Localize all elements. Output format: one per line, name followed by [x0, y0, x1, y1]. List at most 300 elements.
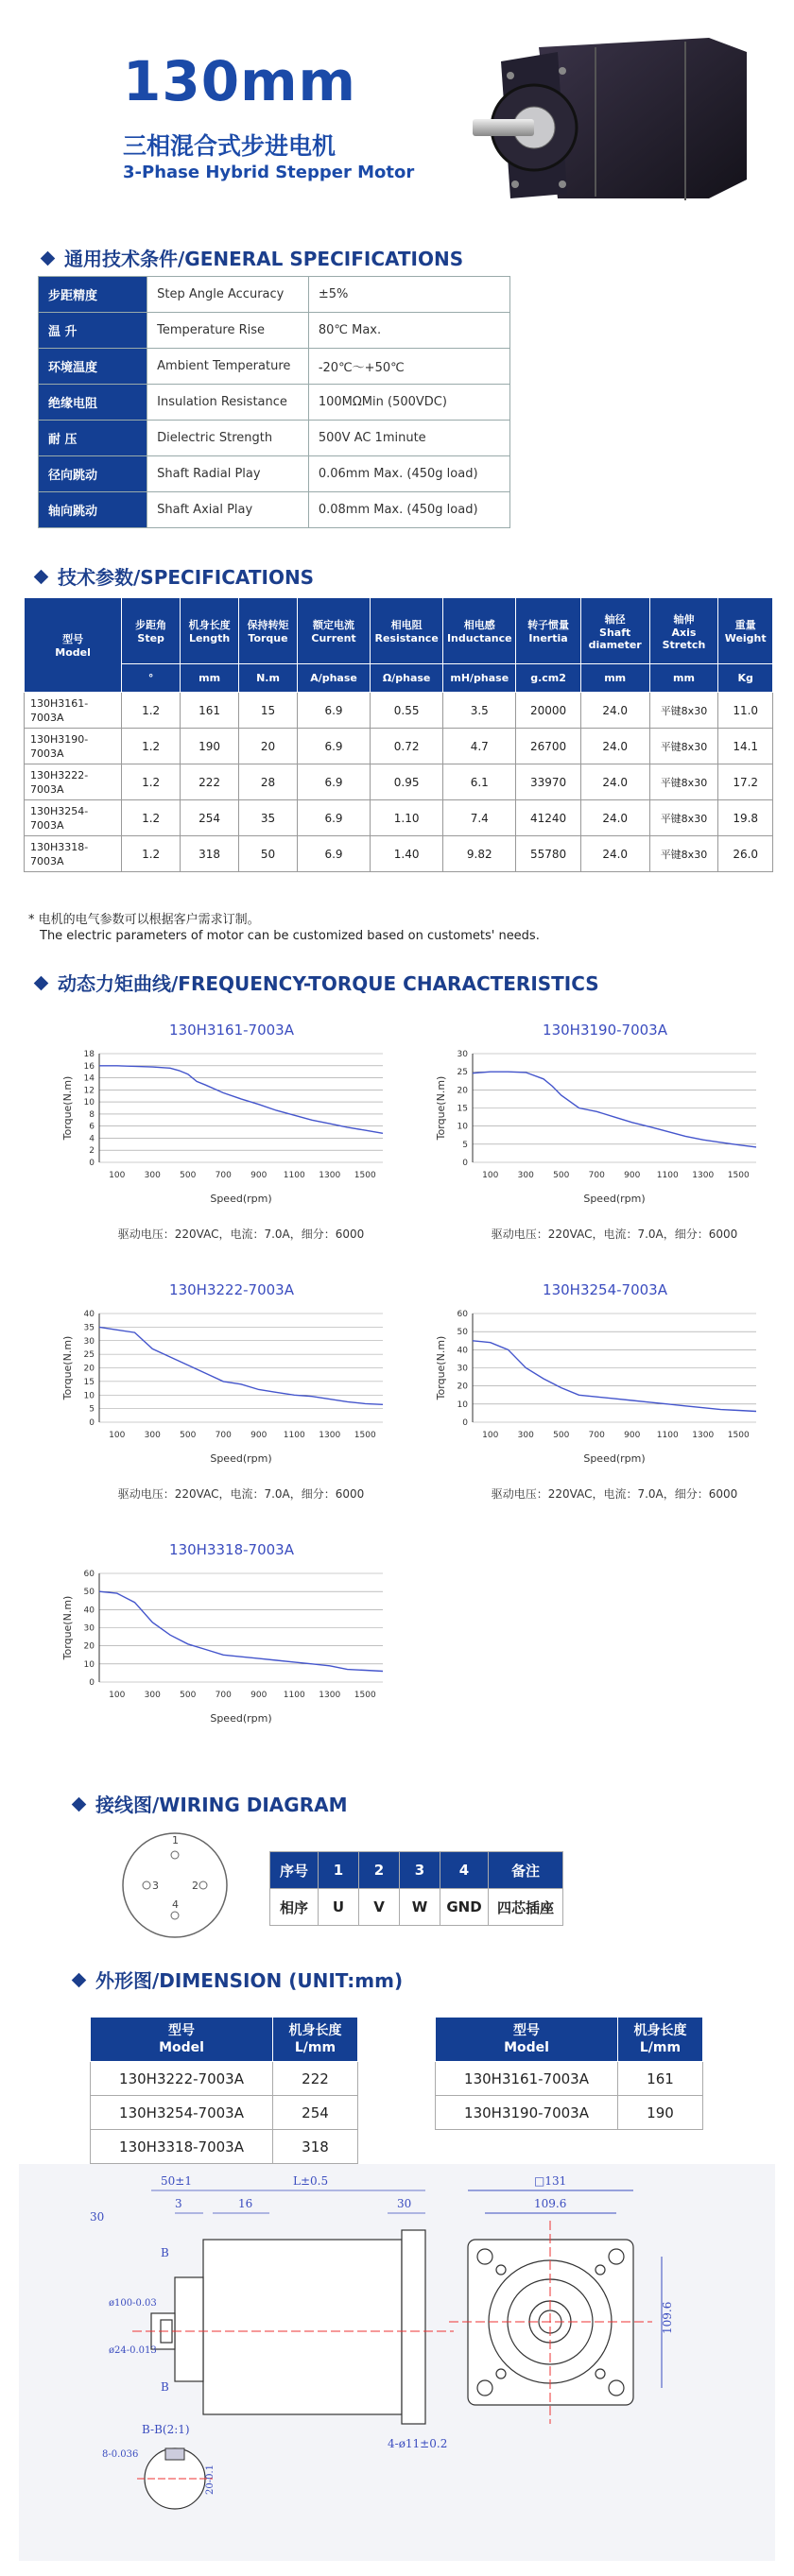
spec-row [25, 800, 773, 836]
length-cell: 190 [618, 2096, 703, 2130]
x-tick-label: 1100 [283, 1691, 305, 1700]
spec-name-en: Insulation Resistance [147, 385, 309, 421]
x-tick-label: 900 [250, 1431, 268, 1440]
y-tick-label: 50 [83, 1588, 95, 1598]
spec-name-cn: 轴向跳动 [39, 492, 147, 528]
y-axis-label: Torque(N.m) [435, 1075, 447, 1141]
y-tick-label: 25 [457, 1068, 468, 1078]
spec-value: -20℃～+50℃ [308, 349, 509, 385]
spec-header [580, 598, 649, 664]
spec-cell: 26.0 [718, 836, 773, 872]
dim-50: 50±1 [161, 2174, 192, 2188]
x-tick-label: 1300 [319, 1431, 341, 1440]
wiring-cell: 四芯插座 [489, 1889, 563, 1926]
y-tick-label: 20 [457, 1382, 468, 1392]
spec-header-cn: 转子惯量 [527, 619, 570, 631]
x-tick-label: 900 [250, 1691, 268, 1700]
spec-cell: 平键8x30 [649, 836, 718, 872]
x-tick-label: 500 [180, 1171, 197, 1180]
spec-header [25, 598, 122, 693]
x-tick-label: 100 [109, 1171, 126, 1180]
y-tick-label: 20 [83, 1641, 95, 1652]
wiring-header: 1 [319, 1852, 359, 1889]
spec-cell: 1.2 [122, 693, 181, 729]
y-tick-label: 35 [83, 1323, 95, 1333]
spec-cell: 6.9 [297, 729, 370, 764]
spec-header-en: Inductance [446, 632, 512, 644]
spec-cell: 24.0 [580, 836, 649, 872]
x-tick-label: 500 [553, 1171, 570, 1180]
spec-unit: mH/phase [443, 664, 516, 693]
spec-name-en: Temperature Rise [147, 313, 309, 349]
x-tick-label: 900 [624, 1431, 641, 1440]
torque-chart [61, 1022, 383, 1241]
spec-header-en: Step [137, 632, 164, 644]
spec-cell: 33970 [516, 764, 580, 800]
torque-charts [0, 1011, 794, 1739]
header-model-cn: 型号 [168, 2023, 195, 2038]
y-axis-label: Torque(N.m) [435, 1335, 447, 1400]
spec-header-en: Resistance [374, 632, 439, 644]
y-tick-label: 30 [83, 1336, 95, 1347]
spec-name-cn: 耐 压 [39, 421, 147, 456]
spec-header [122, 598, 181, 664]
model-cell: 130H3161-7003A [436, 2062, 618, 2096]
chart-title: 130H3254-7003A [543, 1281, 667, 1298]
x-tick-label: 1100 [283, 1431, 305, 1440]
header-length-cn: 机身长度 [633, 2023, 687, 2038]
pin-1-label: 1 [172, 1834, 179, 1846]
x-tick-label: 300 [517, 1431, 534, 1440]
wiring-header: 备注 [489, 1852, 563, 1889]
spec-cell: 9.82 [443, 836, 516, 872]
spec-header [371, 598, 443, 664]
spec-cell: 15 [239, 693, 298, 729]
dimension-table-left [90, 2017, 358, 2164]
torque-chart [61, 1541, 383, 1725]
spec-header-en: Torque [248, 632, 288, 644]
spec-cell: 1.2 [122, 836, 181, 872]
spec-header [649, 598, 718, 664]
wiring-header: 2 [359, 1852, 400, 1889]
spec-name-cn: 径向跳动 [39, 456, 147, 492]
dim-L: L±0.5 [293, 2174, 329, 2188]
dim-16: 16 [238, 2197, 253, 2210]
customization-note [28, 912, 540, 944]
section-heading: 技术参数/SPECIFICATIONS [58, 566, 315, 589]
x-tick-label: 500 [180, 1691, 197, 1700]
x-tick-label: 700 [215, 1431, 232, 1440]
general-spec-row [39, 456, 510, 492]
x-tick-label: 300 [144, 1431, 161, 1440]
pin-4-label: 4 [172, 1898, 179, 1911]
dim-key-depth: 20-0.1 [205, 2464, 216, 2495]
model-cell: 130H3190-7003A [436, 2096, 618, 2130]
spec-cell: 130H3190-7003A [25, 729, 122, 764]
spec-cell: 190 [181, 729, 239, 764]
length-cell: 222 [273, 2062, 358, 2096]
title-chinese: 三相混合式步进电机 [123, 132, 337, 160]
spec-name-en: Step Angle Accuracy [147, 277, 309, 313]
x-tick-label: 700 [588, 1431, 605, 1440]
spec-header-en: Axis Stretch [662, 626, 706, 651]
y-tick-label: 4 [89, 1134, 95, 1144]
length-cell: 318 [273, 2130, 358, 2164]
y-tick-label: 10 [457, 1122, 468, 1132]
y-tick-label: 15 [457, 1104, 468, 1114]
dimension-table-right [435, 2017, 703, 2130]
x-axis-label: Speed(rpm) [583, 1193, 646, 1205]
spec-header-cn: 额定电流 [313, 619, 355, 631]
y-tick-label: 0 [462, 1418, 468, 1428]
spec-unit: g.cm2 [516, 664, 580, 693]
spec-cell: 平键8x30 [649, 800, 718, 836]
spec-header-en: Weight [724, 632, 767, 644]
spec-header-cn: 机身长度 [188, 619, 231, 631]
spec-value: 0.08mm Max. (450g load) [308, 492, 509, 528]
spec-unit: mm [181, 664, 239, 693]
spec-unit: ° [122, 664, 181, 693]
x-tick-label: 100 [482, 1431, 499, 1440]
wiring-cell: GND [440, 1889, 489, 1926]
y-tick-label: 10 [83, 1391, 95, 1401]
note-chinese: * 电机的电气参数可以根据客户需求订制。 [28, 913, 260, 927]
y-tick-label: 2 [89, 1146, 95, 1157]
spec-cell: 0.72 [371, 729, 443, 764]
dimension-row [436, 2096, 703, 2130]
spec-header-cn: 型号 [62, 633, 84, 645]
y-tick-label: 10 [457, 1400, 468, 1410]
spec-cell: 6.1 [443, 764, 516, 800]
spec-unit: mm [649, 664, 718, 693]
spec-unit: Kg [718, 664, 773, 693]
x-tick-label: 100 [109, 1691, 126, 1700]
diamond-bullet-icon [34, 570, 49, 585]
spec-name-en: Shaft Axial Play [147, 492, 309, 528]
x-tick-label: 1300 [319, 1171, 341, 1180]
y-tick-label: 50 [457, 1328, 468, 1338]
spec-header-cn: 轴径 [604, 612, 626, 626]
spec-cell: 1.2 [122, 764, 181, 800]
x-tick-label: 100 [109, 1431, 126, 1440]
dim-24: ø24-0.013 [109, 2345, 157, 2356]
spec-row [25, 764, 773, 800]
section-mark-b-top: B [161, 2246, 169, 2259]
spec-cell: 20 [239, 729, 298, 764]
spec-header [239, 598, 298, 664]
y-tick-label: 60 [457, 1310, 468, 1319]
x-tick-label: 1100 [656, 1171, 679, 1180]
spec-row [25, 693, 773, 729]
spec-cell: 1.2 [122, 800, 181, 836]
y-tick-label: 25 [83, 1350, 95, 1361]
torque-chart [61, 1281, 383, 1501]
wiring-header: 序号 [270, 1852, 319, 1889]
spec-header-cn: 保持转矩 [247, 619, 289, 631]
x-tick-label: 700 [588, 1171, 605, 1180]
general-spec-row [39, 492, 510, 528]
y-tick-label: 20 [83, 1364, 95, 1374]
header-model-en: Model [504, 2040, 549, 2055]
spec-cell: 6.9 [297, 800, 370, 836]
section-heading: 动态力矩曲线/FREQUENCY-TORQUE CHARACTERISTICS [58, 972, 599, 995]
x-axis-label: Speed(rpm) [210, 1452, 272, 1465]
torque-chart [435, 1281, 756, 1501]
spec-cell: 6.9 [297, 764, 370, 800]
x-tick-label: 1500 [354, 1431, 376, 1440]
dim-key-width: 8-0.036 [102, 2449, 139, 2460]
spec-cell: 17.2 [718, 764, 773, 800]
x-tick-label: 1100 [656, 1431, 679, 1440]
spec-name-cn: 温 升 [39, 313, 147, 349]
x-axis-label: Speed(rpm) [210, 1193, 272, 1205]
spec-cell: 14.1 [718, 729, 773, 764]
spec-value: 500V AC 1minute [308, 421, 509, 456]
x-tick-label: 1300 [692, 1431, 715, 1440]
x-tick-label: 900 [250, 1171, 268, 1180]
wiring-cell: W [400, 1889, 440, 1926]
x-tick-label: 1500 [354, 1691, 376, 1700]
spec-name-en: Dielectric Strength [147, 421, 309, 456]
y-tick-label: 40 [457, 1346, 468, 1356]
y-tick-label: 12 [83, 1086, 95, 1096]
y-tick-label: 60 [83, 1570, 95, 1579]
general-spec-row [39, 313, 510, 349]
spec-cell: 1.10 [371, 800, 443, 836]
header-model-cn: 型号 [513, 2023, 540, 2038]
dimension-drawing [19, 2164, 775, 2561]
dim-3: 3 [175, 2197, 182, 2210]
spec-cell: 0.55 [371, 693, 443, 729]
motor-photo [463, 28, 766, 217]
spec-header-cn: 相电阻 [390, 619, 423, 631]
torque-series-line [99, 1591, 383, 1671]
dim-109-h: 109.6 [534, 2197, 567, 2210]
y-tick-label: 20 [457, 1086, 468, 1096]
spec-header-en: Length [188, 632, 231, 644]
section-heading: 通用技术条件/GENERAL SPECIFICATIONS [64, 248, 464, 270]
spec-name-cn: 绝缘电阻 [39, 385, 147, 421]
section-mark-b-bottom: B [161, 2380, 169, 2394]
drive-condition: 驱动电压：220VAC，电流：7.0A，细分：6000 [491, 1487, 738, 1501]
diamond-bullet-icon [41, 251, 56, 266]
x-tick-label: 300 [144, 1171, 161, 1180]
title-english: 3-Phase Hybrid Stepper Motor [123, 163, 415, 182]
y-tick-label: 10 [83, 1659, 95, 1670]
general-spec-row [39, 385, 510, 421]
x-tick-label: 900 [624, 1171, 641, 1180]
curves-section-title [36, 969, 599, 996]
spec-header [297, 598, 370, 664]
dim-30: 30 [397, 2197, 412, 2210]
x-tick-label: 300 [517, 1171, 534, 1180]
x-axis-label: Speed(rpm) [583, 1452, 646, 1465]
wiring-cell: U [319, 1889, 359, 1926]
motor-size-title: 130mm [123, 49, 356, 113]
chart-title: 130H3190-7003A [543, 1022, 667, 1039]
spec-unit: N.m [239, 664, 298, 693]
spec-cell: 平键8x30 [649, 729, 718, 764]
spec-cell: 1.40 [371, 836, 443, 872]
y-tick-label: 30 [457, 1364, 468, 1374]
y-tick-label: 0 [89, 1159, 95, 1168]
spec-cell: 11.0 [718, 693, 773, 729]
x-tick-label: 300 [144, 1691, 161, 1700]
spec-table [24, 597, 773, 872]
spec-cell: 4.7 [443, 729, 516, 764]
spec-cell: 222 [181, 764, 239, 800]
spec-value: 0.06mm Max. (450g load) [308, 456, 509, 492]
diamond-bullet-icon [72, 1973, 87, 1988]
spec-cell: 6.9 [297, 836, 370, 872]
x-tick-label: 700 [215, 1171, 232, 1180]
dimension-row [91, 2062, 358, 2096]
header-length-en: L/mm [294, 2040, 337, 2055]
spec-value: ±5% [308, 277, 509, 313]
y-tick-label: 40 [83, 1606, 95, 1616]
model-cell: 130H3222-7003A [91, 2062, 273, 2096]
spec-unit: mm [580, 664, 649, 693]
spec-row [25, 836, 773, 872]
section-heading: 接线图/WIRING DIAGRAM [95, 1794, 348, 1816]
x-tick-label: 1500 [727, 1431, 750, 1440]
length-cell: 254 [273, 2096, 358, 2130]
x-tick-label: 1500 [354, 1171, 376, 1180]
y-tick-label: 14 [83, 1073, 95, 1084]
spec-cell: 平键8x30 [649, 764, 718, 800]
torque-series-line [473, 1072, 756, 1147]
dim-131: □131 [534, 2174, 567, 2188]
spec-cell: 0.95 [371, 764, 443, 800]
spec-row [25, 729, 773, 764]
pin-2-label: 2 [192, 1880, 198, 1892]
wiring-cell: 相序 [270, 1889, 319, 1926]
spec-header-cn: 步距角 [135, 619, 167, 631]
dimension-row [436, 2062, 703, 2096]
x-tick-label: 100 [482, 1171, 499, 1180]
spec-name-en: Shaft Radial Play [147, 456, 309, 492]
spec-name-en: Ambient Temperature [147, 349, 309, 385]
dimension-section-title [74, 1966, 403, 1993]
spec-header-en: Shaft diameter [588, 626, 642, 651]
wiring-cell: V [359, 1889, 400, 1926]
section-bb-label: B-B(2:1) [142, 2423, 190, 2436]
spec-cell: 130H3222-7003A [25, 764, 122, 800]
y-tick-label: 0 [462, 1159, 468, 1168]
drive-condition: 驱动电压：220VAC，电流：7.0A，细分：6000 [491, 1228, 738, 1241]
drive-condition: 驱动电压：220VAC，电流：7.0A，细分：6000 [117, 1487, 365, 1501]
header-length-cn: 机身长度 [288, 2023, 342, 2038]
y-tick-label: 40 [83, 1310, 95, 1319]
spec-cell: 41240 [516, 800, 580, 836]
spec-header-en: Inertia [528, 632, 568, 644]
spec-value: 80℃ Max. [308, 313, 509, 349]
spec-cell: 130H3161-7003A [25, 693, 122, 729]
torque-series-line [99, 1327, 383, 1404]
spec-cell: 130H3318-7003A [25, 836, 122, 872]
torque-series-line [473, 1341, 756, 1412]
general-spec-row [39, 349, 510, 385]
spec-cell: 平键8x30 [649, 693, 718, 729]
dim-shaft-30: 30 [90, 2210, 105, 2224]
spec-cell: 28 [239, 764, 298, 800]
spec-header-cn: 轴伸 [673, 612, 695, 626]
model-cell: 130H3318-7003A [91, 2130, 273, 2164]
drive-condition: 驱动电压：220VAC，电流：7.0A，细分：6000 [117, 1228, 365, 1241]
note-english: The electric parameters of motor can be customized based on customets' needs. [40, 929, 540, 943]
y-tick-label: 30 [83, 1623, 95, 1634]
spec-header-cn: 重量 [734, 619, 756, 631]
spec-cell: 130H3254-7003A [25, 800, 122, 836]
chart-title: 130H3318-7003A [169, 1541, 294, 1558]
spec-cell: 161 [181, 693, 239, 729]
x-tick-label: 500 [553, 1431, 570, 1440]
spec-header-cn: 相电感 [463, 619, 495, 631]
length-cell: 161 [618, 2062, 703, 2096]
x-tick-label: 1300 [319, 1691, 341, 1700]
spec-cell: 50 [239, 836, 298, 872]
y-tick-label: 30 [457, 1050, 468, 1059]
torque-series-line [99, 1066, 383, 1134]
connector-pin-diagram [118, 1829, 232, 1942]
section-heading: 外形图/DIMENSION (UNIT:mm) [95, 1969, 404, 1992]
spec-name-cn: 环境温度 [39, 349, 147, 385]
spec-cell: 24.0 [580, 800, 649, 836]
pin-3-label: 3 [152, 1880, 159, 1892]
spec-cell: 24.0 [580, 729, 649, 764]
spec-header [443, 598, 516, 664]
diamond-bullet-icon [34, 976, 49, 991]
spec-cell: 24.0 [580, 693, 649, 729]
dim-holes: 4-ø11±0.2 [388, 2437, 448, 2450]
y-axis-label: Torque(N.m) [61, 1335, 74, 1400]
spec-unit: A/phase [297, 664, 370, 693]
dim-109-v: 109.6 [661, 2301, 674, 2334]
y-tick-label: 6 [89, 1122, 95, 1132]
x-tick-label: 700 [215, 1691, 232, 1700]
y-axis-label: Torque(N.m) [61, 1595, 74, 1660]
spec-cell: 318 [181, 836, 239, 872]
y-tick-label: 10 [83, 1098, 95, 1108]
torque-chart [435, 1022, 756, 1241]
dimension-row [91, 2096, 358, 2130]
spec-cell: 55780 [516, 836, 580, 872]
header-model-en: Model [159, 2040, 204, 2055]
x-tick-label: 1500 [727, 1171, 750, 1180]
spec-cell: 1.2 [122, 729, 181, 764]
spec-header [516, 598, 580, 664]
spec-section-title [36, 562, 314, 590]
y-tick-label: 0 [89, 1678, 95, 1688]
model-cell: 130H3254-7003A [91, 2096, 273, 2130]
y-tick-label: 16 [83, 1061, 95, 1072]
spec-cell: 6.9 [297, 693, 370, 729]
general-spec-row [39, 277, 510, 313]
spec-cell: 7.4 [443, 800, 516, 836]
diamond-bullet-icon [72, 1797, 87, 1812]
general-section-title [43, 244, 463, 271]
x-axis-label: Speed(rpm) [210, 1712, 272, 1725]
spec-cell: 24.0 [580, 764, 649, 800]
general-spec-table [38, 276, 510, 528]
y-tick-label: 18 [83, 1050, 95, 1059]
y-axis-label: Torque(N.m) [61, 1075, 74, 1141]
general-spec-row [39, 421, 510, 456]
y-tick-label: 5 [89, 1404, 95, 1415]
y-tick-label: 15 [83, 1377, 95, 1387]
spec-cell: 20000 [516, 693, 580, 729]
spec-unit: Ω/phase [371, 664, 443, 693]
